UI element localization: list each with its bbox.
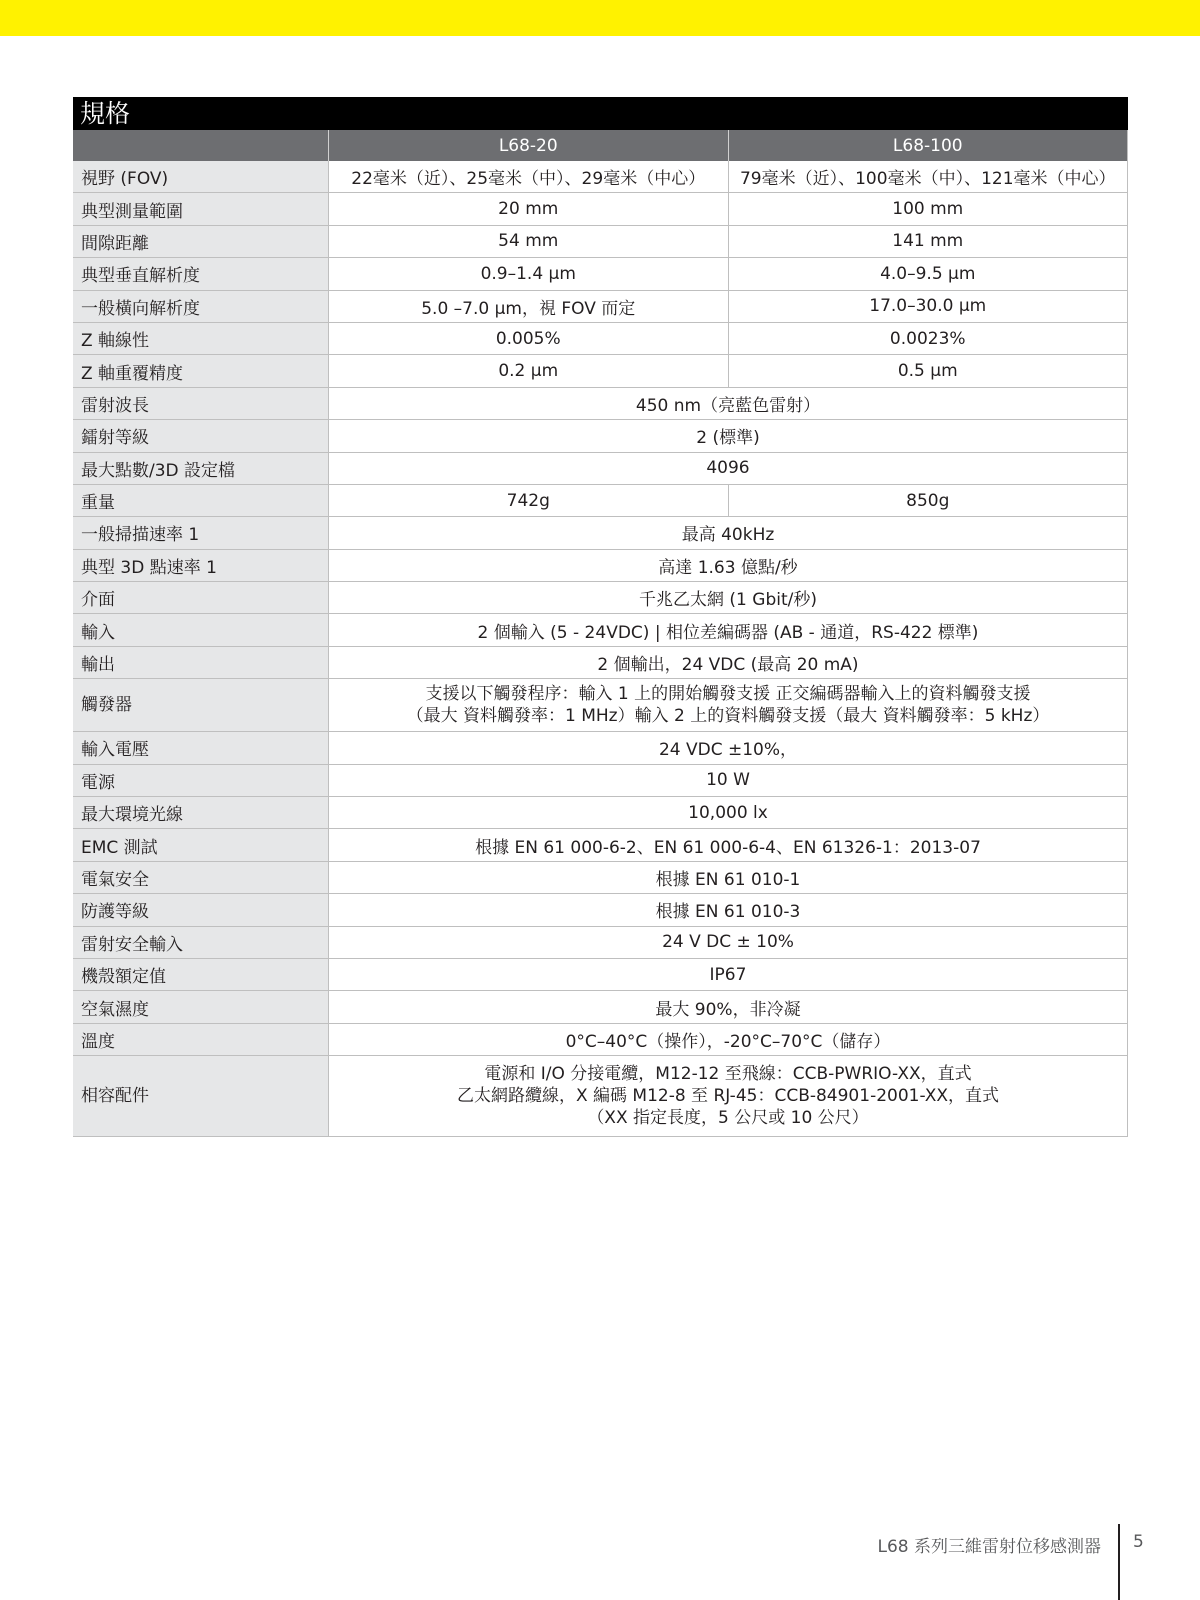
spec-row: [73, 861, 1128, 893]
spec-value: 最高 40kHz: [329, 517, 1128, 549]
spec-label: 鐳射等級: [73, 420, 329, 452]
spec-value: 0.0023%: [728, 322, 1128, 354]
spec-label: 典型垂直解析度: [73, 258, 329, 290]
spec-value: 4.0–9.5 µm: [728, 258, 1128, 290]
spec-section: [73, 97, 1128, 1137]
spec-row: [73, 991, 1128, 1023]
spec-label: Z 軸重覆精度: [73, 355, 329, 387]
spec-label: 雷射安全輸入: [73, 926, 329, 958]
spec-value: 10,000 lx: [329, 797, 1128, 829]
spec-row: [73, 679, 1128, 732]
spec-label: 典型測量範圍: [73, 193, 329, 225]
footer-title: L68 系列三維雷射位移感測器: [877, 1537, 1101, 1557]
column-header-model: L68-20: [329, 130, 729, 161]
section-title: 規格: [73, 97, 1128, 130]
spec-label: 觸發器: [73, 679, 329, 732]
spec-value: 2 個輸入 (5 - 24VDC) | 相位差編碼器 (AB - 通道，RS-422 標準): [329, 614, 1128, 646]
spec-row: [73, 829, 1128, 861]
spec-row: [73, 225, 1128, 257]
spec-label: 最大點數/3D 設定檔: [73, 452, 329, 484]
top-accent-bar: [0, 0, 1200, 36]
spec-value: IP67: [329, 958, 1128, 990]
spec-value: 0°C–40°C（操作），-20°C–70°C（儲存）: [329, 1023, 1128, 1055]
spec-label: 輸入: [73, 614, 329, 646]
spec-row: [73, 582, 1128, 614]
spec-value: 0.2 µm: [329, 355, 729, 387]
spec-row: [73, 161, 1128, 193]
spec-label: 最大環境光線: [73, 797, 329, 829]
spec-value: 850g: [728, 484, 1128, 516]
spec-value: 根據 EN 61 000-6-2、EN 61 000-6-4、EN 61326-1：2013-07: [329, 829, 1128, 861]
spec-value: 根據 EN 61 010-3: [329, 894, 1128, 926]
spec-value: 742g: [329, 484, 729, 516]
spec-value: 0.5 µm: [728, 355, 1128, 387]
spec-row: [73, 258, 1128, 290]
spec-value: 根據 EN 61 010-1: [329, 861, 1128, 893]
spec-label: 間隙距離: [73, 225, 329, 257]
spec-label: 電源: [73, 764, 329, 796]
spec-value: 高達 1.63 億點/秒: [329, 549, 1128, 581]
spec-value: 0.9–1.4 µm: [329, 258, 729, 290]
spec-value: 450 nm（亮藍色雷射）: [329, 387, 1128, 419]
column-header-blank: [73, 130, 329, 161]
spec-label: 空氣濕度: [73, 991, 329, 1023]
spec-value: 2 個輸出，24 VDC (最高 20 mA): [329, 646, 1128, 678]
spec-value: 54 mm: [329, 225, 729, 257]
spec-row: [73, 517, 1128, 549]
spec-value: 79毫米（近）、100毫米（中）、121毫米（中心）: [728, 161, 1128, 193]
spec-value: 千兆乙太網 (1 Gbit/秒): [329, 582, 1128, 614]
spec-label: 雷射波長: [73, 387, 329, 419]
spec-row: [73, 420, 1128, 452]
spec-value: 5.0 –7.0 µm，視 FOV 而定: [329, 290, 729, 322]
spec-value-line: 電源和 I/O 分接電纜，M12-12 至飛線：CCB-PWRIO-XX，直式: [484, 1064, 972, 1085]
spec-label: 輸出: [73, 646, 329, 678]
spec-label: 電氣安全: [73, 861, 329, 893]
spec-label: 機殼額定值: [73, 958, 329, 990]
spec-value-multiline: [329, 679, 1128, 732]
spec-label: Z 軸線性: [73, 322, 329, 354]
spec-value: 141 mm: [728, 225, 1128, 257]
spec-label: 介面: [73, 582, 329, 614]
spec-value-line: 乙太網路纜線，X 編碼 M12-8 至 RJ-45：CCB-84901-2001-XX，直式: [456, 1086, 1000, 1107]
spec-value-line: （XX 指定長度，5 公尺或 10 公尺）: [587, 1108, 869, 1129]
spec-row: [73, 797, 1128, 829]
spec-row: [73, 926, 1128, 958]
spec-label: EMC 測試: [73, 829, 329, 861]
spec-value-multiline: [329, 1056, 1128, 1137]
spec-row: [73, 614, 1128, 646]
spec-label: 溫度: [73, 1023, 329, 1055]
spec-table: [73, 130, 1128, 1137]
spec-row: [73, 549, 1128, 581]
spec-row: [73, 322, 1128, 354]
spec-row: [73, 732, 1128, 764]
spec-row: [73, 958, 1128, 990]
spec-row: [73, 387, 1128, 419]
spec-row: [73, 1023, 1128, 1055]
spec-label: 典型 3D 點速率 1: [73, 549, 329, 581]
spec-value: 24 VDC ±10%，: [329, 732, 1128, 764]
column-header-model: L68-100: [728, 130, 1128, 161]
table-header-row: [73, 130, 1128, 161]
spec-value-line: （最大 資料觸發率：1 MHz）輸入 2 上的資料觸發支援（最大 資料觸發率：5 kHz）: [406, 706, 1050, 727]
spec-value: 最大 90%，非冷凝: [329, 991, 1128, 1023]
spec-value: 0.005%: [329, 322, 729, 354]
spec-row: [73, 764, 1128, 796]
spec-label: 輸入電壓: [73, 732, 329, 764]
spec-row: [73, 894, 1128, 926]
spec-label: 一般橫向解析度: [73, 290, 329, 322]
spec-row: [73, 484, 1128, 516]
spec-row: [73, 290, 1128, 322]
spec-value: 20 mm: [329, 193, 729, 225]
spec-value: 22毫米（近）、25毫米（中）、29毫米（中心）: [329, 161, 729, 193]
footer-divider: [1118, 1524, 1120, 1600]
spec-value: 10 W: [329, 764, 1128, 796]
spec-value: 17.0–30.0 µm: [728, 290, 1128, 322]
page-number: 5: [1133, 1532, 1144, 1552]
spec-value: 4096: [329, 452, 1128, 484]
spec-row: [73, 1056, 1128, 1137]
spec-value: 24 V DC ± 10%: [329, 926, 1128, 958]
spec-row: [73, 193, 1128, 225]
spec-label: 相容配件: [73, 1056, 329, 1137]
spec-value: 100 mm: [728, 193, 1128, 225]
spec-value: 2 (標準): [329, 420, 1128, 452]
spec-label: 防護等級: [73, 894, 329, 926]
spec-label: 一般掃描速率 1: [73, 517, 329, 549]
spec-row: [73, 452, 1128, 484]
spec-label: 視野 (FOV): [73, 161, 329, 193]
spec-row: [73, 355, 1128, 387]
spec-value-line: 支援以下觸發程序：輸入 1 上的開始觸發支援 正交編碼器輸入上的資料觸發支援: [425, 684, 1031, 705]
spec-row: [73, 646, 1128, 678]
spec-label: 重量: [73, 484, 329, 516]
